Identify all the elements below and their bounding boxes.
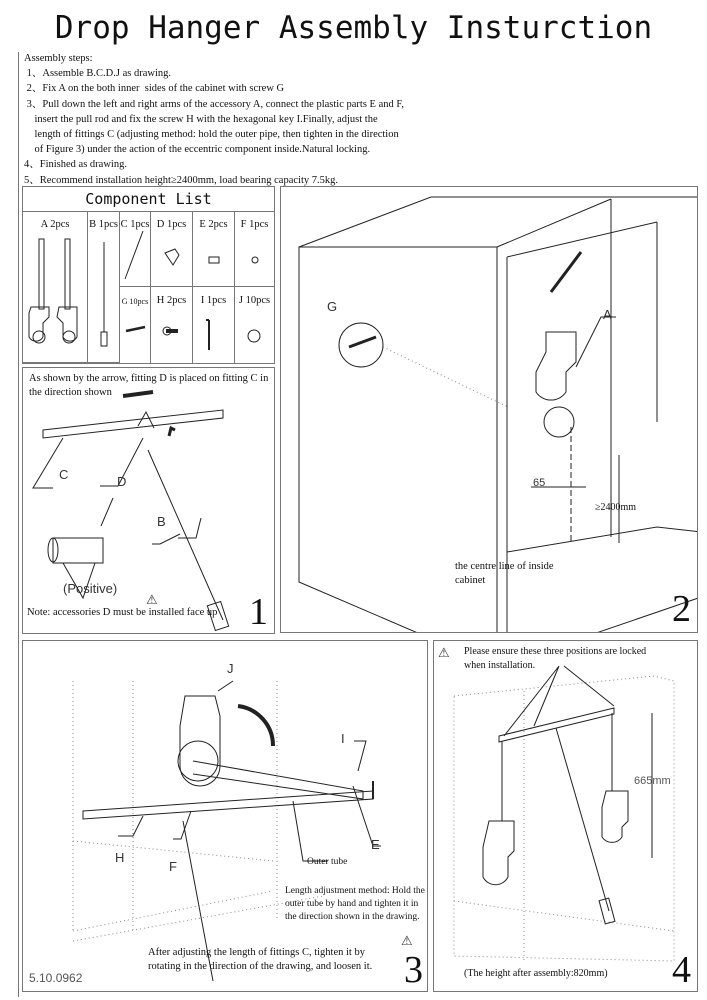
document-code: 5.10.0962 — [29, 971, 83, 985]
label-e: E — [371, 837, 380, 852]
warning-icon: ⚠ — [146, 592, 158, 607]
page-border-line — [18, 52, 19, 997]
figure-number: 3 — [404, 949, 423, 991]
label-c: C — [59, 467, 69, 482]
label-a: A — [603, 307, 612, 322]
warning-icon: ⚠ — [438, 645, 450, 660]
part-e-drawing — [209, 257, 219, 263]
component-label: E 2pcs — [199, 219, 228, 230]
dimension-offset: 65 — [533, 477, 546, 489]
figure-number: 1 — [249, 591, 268, 633]
steps-heading: Assembly steps: — [24, 53, 93, 64]
component-label: I 1pcs — [200, 295, 227, 306]
component-list-title: Component List — [23, 187, 274, 212]
step-line: insert the pull rod and fix the screw H with the hexagonal key I.Finally, adjust the — [24, 113, 378, 125]
component-label: J 10pcs — [238, 295, 271, 306]
figure-1-instruction: As shown by the arrow, fitting D is placed on fitting C in the direction shown — [29, 373, 269, 398]
figure-4-warning: Please ensure these three positions are locked when installation. — [464, 646, 647, 671]
figure-2-panel — [280, 186, 698, 633]
after-adjusting-note: After adjusting the length of fittings C, tighten it by rotating in the direction of the drawing, and loosen it. — [148, 947, 373, 972]
part-j-drawing — [248, 330, 260, 342]
page-title: Drop Hanger Assembly Insturction — [54, 10, 653, 46]
label-i: I — [341, 731, 345, 746]
part-i-drawing — [206, 320, 209, 350]
part-f-drawing — [252, 257, 258, 263]
label-b: B — [157, 514, 166, 529]
part-g-drawing — [126, 327, 145, 331]
figure-number: 4 — [672, 949, 691, 991]
step-line: 5、Recommend installation height≥2400mm, load bearing capacity 7.5kg. — [24, 174, 338, 186]
component-label: D 1pcs — [156, 219, 187, 230]
step-line: 1、Assemble B.C.D.J as drawing. — [24, 68, 171, 80]
dimension-height: ≥2400mm — [595, 502, 637, 513]
part-d-drawing — [165, 249, 179, 265]
outer-tube-label: Outer tube — [307, 857, 348, 867]
component-label: H 2pcs — [156, 295, 187, 306]
component-list-panel — [22, 186, 275, 364]
figure-1-note: Note: accessories D must be installed face up — [27, 607, 218, 618]
label-j: J — [227, 661, 234, 676]
dimension-665: 665mm — [634, 775, 671, 787]
centre-line-note: the centre line of inside cabinet — [455, 561, 554, 586]
step-line: length of fittings C (adjusting method: hold the outer pipe, then tighten in the direction — [24, 129, 399, 141]
length-method-note: Length adjustment method: Hold the outer tube by hand and tighten it in the direction shown in the drawing. — [285, 886, 425, 922]
figure-3-drawing — [23, 641, 427, 991]
step-line: 3、Pull down the left and right arms of the accessory A, connect the plastic parts E and F, — [24, 98, 404, 110]
figure-3-panel — [22, 640, 428, 992]
component-label: A 2pcs — [40, 219, 70, 230]
label-d: D — [117, 474, 127, 489]
positive-label: (Positive) — [63, 581, 118, 596]
label-g: G — [327, 299, 338, 314]
assembly-steps — [24, 51, 404, 188]
step-line: of Figure 3) under the action of the eccentric component inside.Natural locking. — [24, 144, 371, 156]
figure-4-panel — [433, 640, 698, 992]
figure-number: 2 — [672, 588, 691, 630]
figure-1-panel — [22, 367, 275, 634]
label-h: H — [115, 850, 125, 865]
component-label: G 10pcs — [121, 297, 149, 306]
label-f: F — [169, 859, 177, 874]
height-note: (The height after assembly:820mm) — [464, 968, 608, 979]
component-label: C 1pcs — [120, 219, 150, 230]
warning-icon: ⚠ — [401, 933, 413, 948]
figure-4-drawing — [434, 641, 697, 991]
step-line: 4、Finished as drawing. — [24, 159, 127, 171]
component-label: F 1pcs — [240, 219, 269, 230]
part-c-drawing — [125, 231, 143, 279]
component-drawings — [23, 187, 274, 363]
part-a-drawing — [29, 239, 77, 343]
part-b-drawing — [101, 242, 107, 346]
component-label: B 1pcs — [89, 219, 118, 230]
step-line: 2、Fix A on the both inner sides of the cabinet with screw G — [24, 83, 285, 95]
